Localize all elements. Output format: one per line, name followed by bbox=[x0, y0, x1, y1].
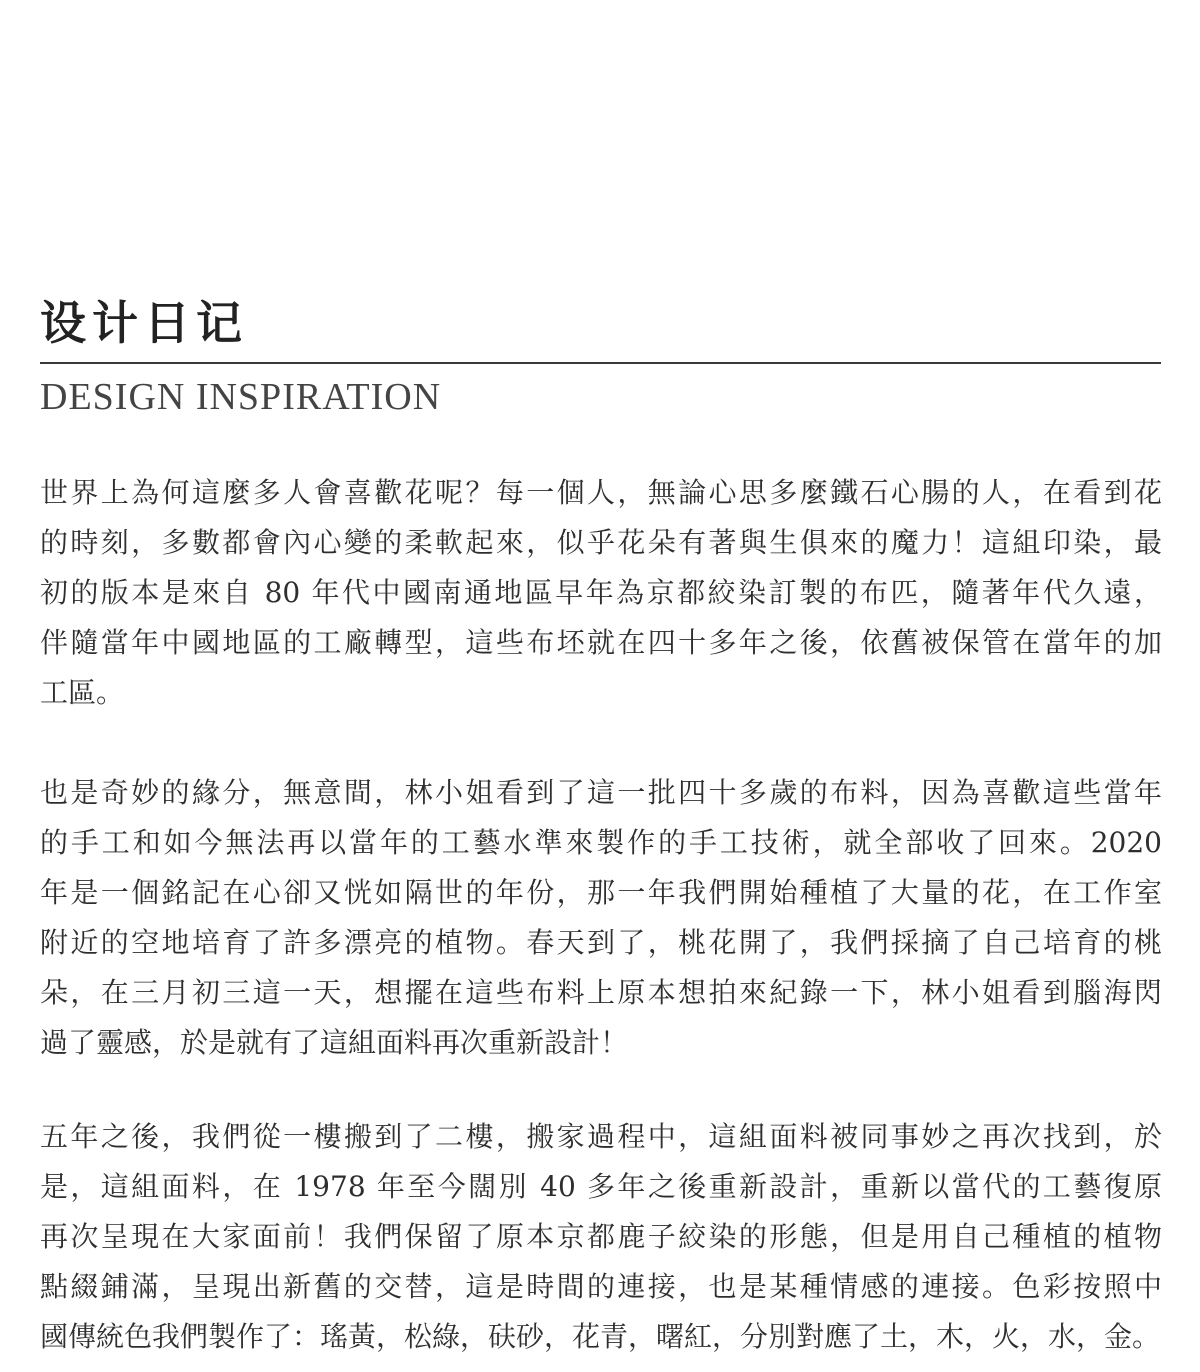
page-subtitle: DESIGN INSPIRATION bbox=[40, 376, 442, 418]
paragraph-line: 伴隨當年中國地區的工廠轉型，這些布坯就在四十多年之後，依舊被保管在當年的加 bbox=[40, 626, 1162, 659]
page-title: 设计日记 bbox=[40, 296, 248, 350]
paragraph-line: 過了靈感，於是就有了這組面料再次重新設計！ bbox=[40, 1026, 629, 1059]
paragraph-line: 初的版本是來自 80 年代中國南通地區早年為京都絞染訂製的布匹，隨著年代久遠， bbox=[40, 576, 1162, 609]
paragraph-line: 工區。 bbox=[40, 676, 125, 709]
title-divider bbox=[40, 362, 1161, 364]
paragraph-line: 的時刻，多數都會內心變的柔軟起來，似乎花朵有著與生俱來的魔力！這組印染，最 bbox=[40, 526, 1162, 559]
paragraph-2 bbox=[40, 768, 1162, 1068]
paragraph-line: 五年之後，我們從一樓搬到了二樓，搬家過程中，這組面料被同事妙之再次找到，於 bbox=[40, 1120, 1162, 1153]
paragraph-line: 年是一個銘記在心卻又恍如隔世的年份，那一年我們開始種植了大量的花，在工作室 bbox=[40, 876, 1162, 909]
paragraph-line: 世界上為何這麼多人會喜歡花呢？每一個人，無論心思多麼鐵石心腸的人，在看到花 bbox=[40, 476, 1162, 509]
paragraph-line: 的手工和如今無法再以當年的工藝水準來製作的手工技術，就全部收了回來。2020 bbox=[40, 826, 1162, 859]
paragraph-line: 附近的空地培育了許多漂亮的植物。春天到了，桃花開了，我們採摘了自己培育的桃 bbox=[40, 926, 1162, 959]
paragraph-line: 是，這組面料，在 1978 年至今闊別 40 多年之後重新設計，重新以當代的工藝復原 bbox=[40, 1170, 1162, 1203]
paragraph-1 bbox=[40, 468, 1162, 718]
paragraph-line: 點綴鋪滿，呈現出新舊的交替，這是時間的連接，也是某種情感的連接。色彩按照中 bbox=[40, 1270, 1162, 1303]
paragraph-line: 也是奇妙的緣分，無意間，林小姐看到了這一批四十多歲的布料，因為喜歡這些當年 bbox=[40, 776, 1162, 809]
paragraph-line: 國傳統色我們製作了：瑤黃，松綠，砆砂，花青，曙紅，分別對應了土，木，火，水，金。 bbox=[40, 1320, 1161, 1353]
paragraph-3 bbox=[40, 1112, 1162, 1362]
paragraph-line: 再次呈現在大家面前！我們保留了原本京都鹿子絞染的形態，但是用自己種植的植物 bbox=[40, 1220, 1162, 1253]
paragraph-line: 朵，在三月初三這一天，想擺在這些布料上原本想拍來紀錄一下，林小姐看到腦海閃 bbox=[40, 976, 1162, 1009]
